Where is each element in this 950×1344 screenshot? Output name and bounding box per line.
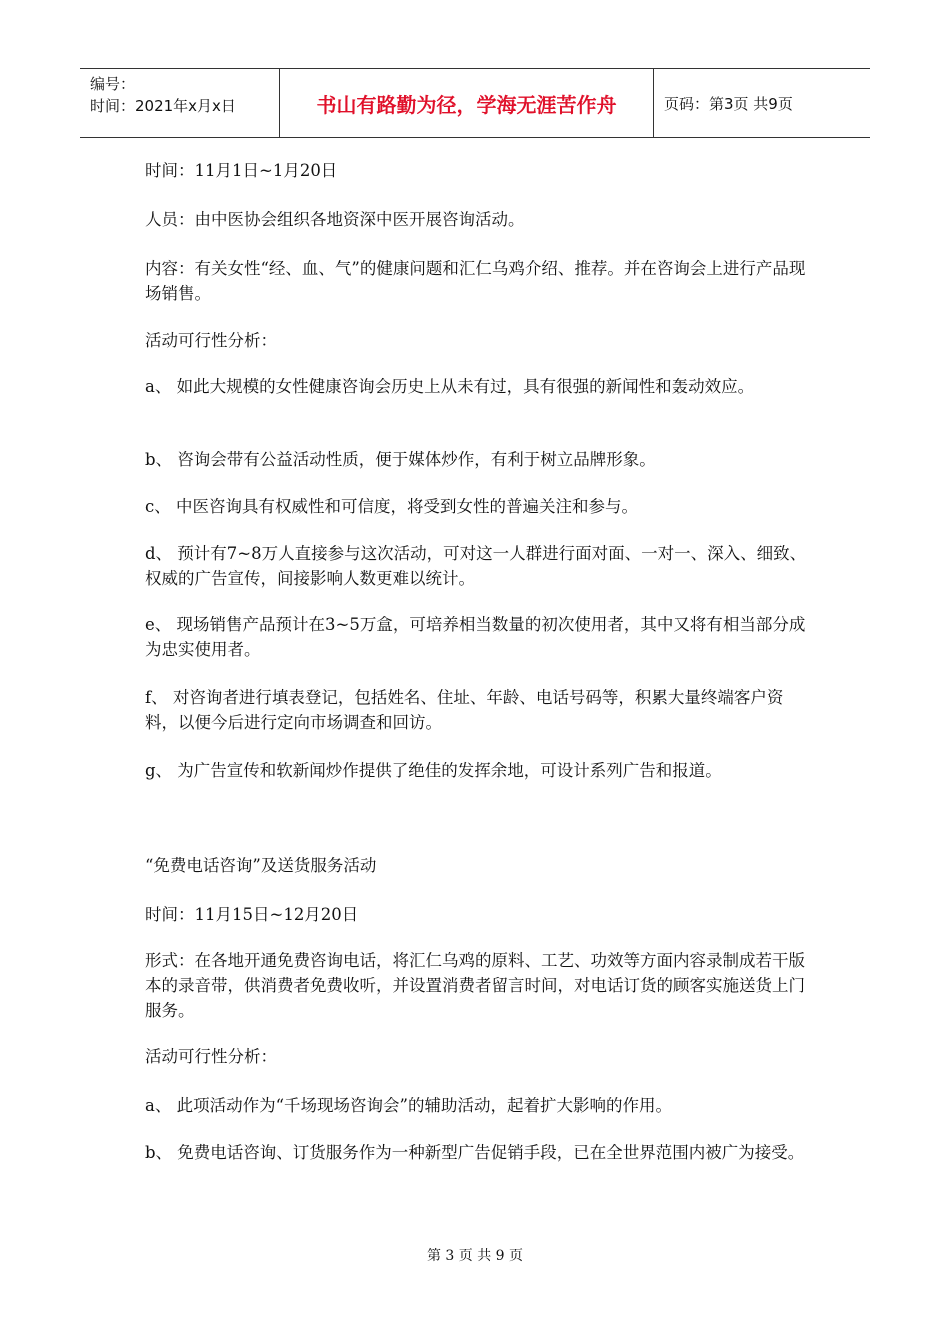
list-item-a-2: a、 此项活动作为“千场现场咨询会”的辅助活动，起着扩大影响的作用。 bbox=[145, 1096, 672, 1115]
list-item-b: b、 咨询会带有公益活动性质，便于媒体炒作，有利于树立品牌形象。 bbox=[145, 450, 656, 469]
paragraph-feasibility-heading-2: 活动可行性分析： bbox=[145, 1047, 277, 1066]
page-footer: 第 3 页 共 9 页 bbox=[426, 1248, 524, 1264]
document-header bbox=[80, 68, 870, 138]
list-item-a: a、 如此大规模的女性健康咨询会历史上从未有过，具有很强的新闻性和轰动效应。 bbox=[145, 377, 755, 396]
list-item-g: g、 为广告宣传和软新闻炒作提供了绝佳的发挥余地，可设计系列广告和报道。 bbox=[145, 761, 722, 780]
list-item-e: e、 现场销售产品预计在3~5万盒，可培养相当数量的初次使用者，其中又将有相当部分成为忠实使用者。 bbox=[145, 615, 806, 659]
header-meta bbox=[80, 69, 280, 137]
paragraph-format: 形式：在各地开通免费咨询电话，将汇仁乌鸡的原料、工艺、功效等方面内容录制成若干版本的录音带，供消费者免费收听，并设置消费者留言时间，对电话订货的顾客实施送货上门服务。 bbox=[145, 951, 805, 1020]
section-title-hotline: “免费电话咨询”及送货服务活动 bbox=[145, 856, 377, 875]
header-page-info: 页码：第3页 共9页 bbox=[664, 94, 793, 113]
date-label: 时间：2021年x月x日 bbox=[90, 97, 236, 115]
number-label: 编号： bbox=[90, 75, 136, 93]
paragraph-content: 内容：有关女性“经、血、气”的健康问题和汇仁乌鸡介绍、推荐。并在咨询会上进行产品现场销售。 bbox=[145, 259, 806, 303]
list-item-f: f、 对咨询者进行填表登记，包括姓名、住址、年龄、电话号码等，积累大量终端客户资料，以便今后进行定向市场调查和回访。 bbox=[145, 688, 784, 732]
list-item-c: c、 中医咨询具有权威性和可信度，将受到女性的普遍关注和参与。 bbox=[145, 497, 638, 516]
paragraph-time-2: 时间：11月15日~12月20日 bbox=[145, 905, 359, 924]
paragraph-time: 时间：11月1日~1月20日 bbox=[145, 161, 338, 180]
list-item-d: d、 预计有7~8万人直接参与这次活动，可对这一人群进行面对面、一对一、深入、细致、权威的广告宣传，间接影响人数更难以统计。 bbox=[145, 544, 807, 588]
paragraph-feasibility-heading: 活动可行性分析： bbox=[145, 331, 277, 350]
header-motto: 书山有路勤为径，学海无涯苦作舟 bbox=[280, 69, 654, 137]
list-item-b-2: b、 免费电话咨询、订货服务作为一种新型广告促销手段，已在全世界范围内被广为接受。 bbox=[145, 1143, 805, 1162]
paragraph-personnel: 人员：由中医协会组织各地资深中医开展咨询活动。 bbox=[145, 210, 525, 229]
